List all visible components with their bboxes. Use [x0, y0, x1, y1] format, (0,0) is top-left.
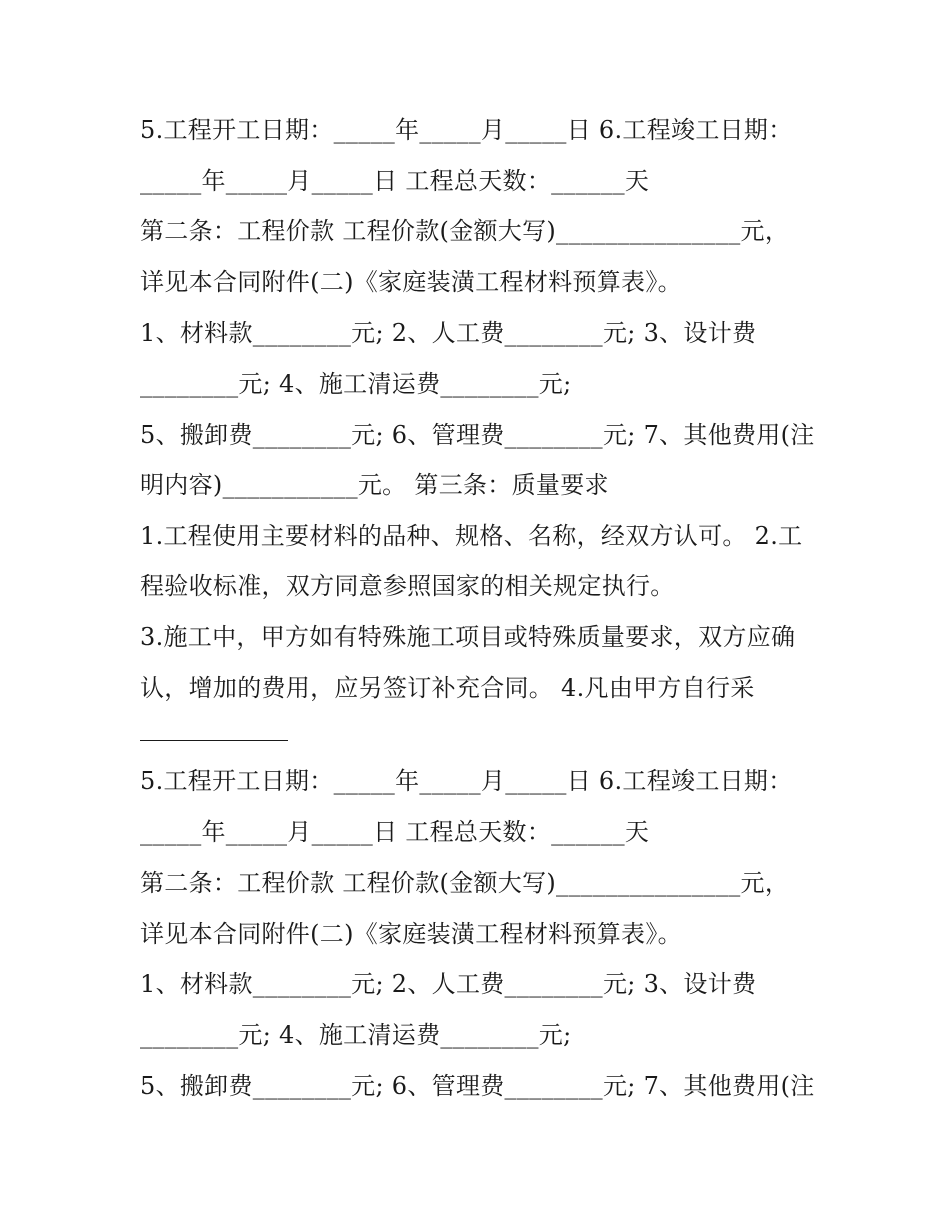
quality-clause-line-4: 认，增加的费用，应另签订补充合同。 4.凡由甲方自行采	[140, 674, 755, 702]
quality-clause-line-2: 程验收标准，双方同意参照国家的相关规定执行。	[140, 572, 675, 600]
attachment-reference-line: 详见本合同附件(二)《家庭装潢工程材料预算表》。	[140, 268, 682, 296]
article-two-price-line: 第二条：工程价款 工程价款(金额大写)_______________元，	[140, 869, 790, 897]
cost-items-line-1: 1、材料款________元; 2、人工费________元; 3、设计费	[140, 970, 757, 998]
cost-items-line-3: 5、搬卸费________元; 6、管理费________元; 7、其他费用(注	[140, 421, 815, 449]
quality-clause-line-1: 1.工程使用主要材料的品种、规格、名称，经双方认可。 2.工	[140, 522, 803, 550]
cost-items-line-3: 5、搬卸费________元; 6、管理费________元; 7、其他费用(注	[140, 1072, 815, 1100]
article-two-price-line: 第二条：工程价款 工程价款(金额大写)_______________元，	[140, 217, 790, 245]
total-days-line: _____年_____月_____日 工程总天数：______天	[140, 818, 650, 846]
start-date-line: 5.工程开工日期：_____年_____月_____日 6.工程竣工日期：	[140, 116, 793, 144]
cost-items-line-1: 1、材料款________元; 2、人工费________元; 3、设计费	[140, 319, 757, 347]
quality-clause-line-3: 3.施工中，甲方如有特殊施工项目或特殊质量要求，双方应确	[140, 623, 796, 651]
cost-items-line-2: ________元; 4、施工清运费________元;	[140, 1021, 572, 1049]
attachment-reference-line: 详见本合同附件(二)《家庭装潢工程材料预算表》。	[140, 920, 682, 948]
article-three-heading-line: 明内容)___________元。 第三条：质量要求	[140, 471, 609, 499]
start-date-line: 5.工程开工日期：_____年_____月_____日 6.工程竣工日期：	[140, 767, 793, 795]
total-days-line: _____年_____月_____日 工程总天数：______天	[140, 167, 650, 195]
section-divider	[140, 740, 288, 741]
cost-items-line-2: ________元; 4、施工清运费________元;	[140, 370, 572, 398]
